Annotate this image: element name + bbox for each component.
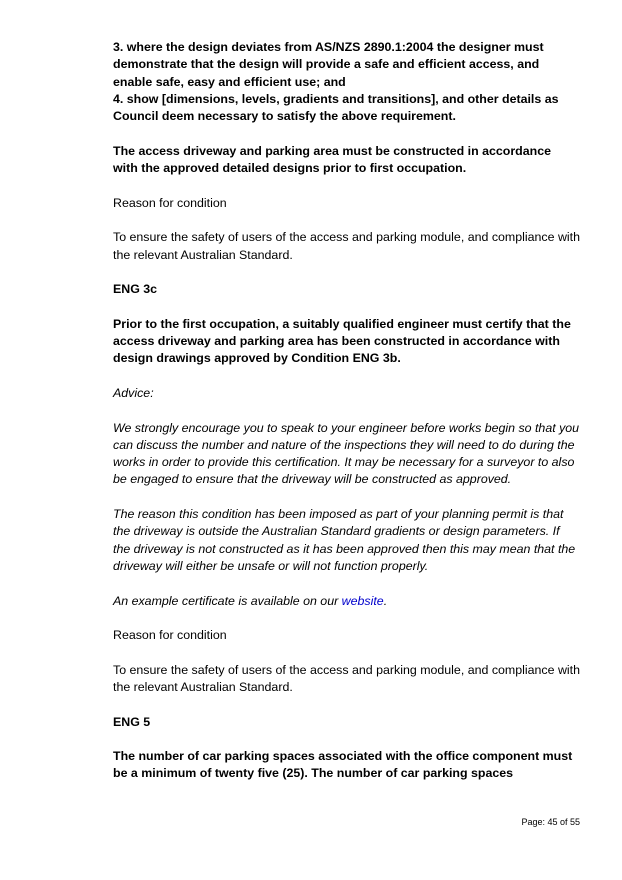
website-link[interactable]: website <box>341 593 384 608</box>
text-line: Prior to the first occupation, a suitably qualified engineer must certify that the <box>113 316 571 331</box>
text-line: the driveway is not constructed as it has been approved then this may mean that the <box>113 541 576 556</box>
reason-text <box>113 662 585 697</box>
advice-paragraph-1 <box>113 420 585 489</box>
advice-label: Advice: <box>113 385 154 400</box>
condition-text-eng-3c <box>113 316 585 368</box>
text-line: enable safe, easy and efficient use; and <box>113 74 346 89</box>
example-certificate-note <box>113 593 585 610</box>
reason-heading: Reason for condition <box>113 195 227 210</box>
example-suffix: . <box>383 593 388 608</box>
text-line: 4. show [dimensions, levels, gradients and transitions], and other details as <box>113 91 559 106</box>
text-line: The number of car parking spaces associated with the office component must <box>113 749 573 764</box>
reason-text <box>113 229 585 264</box>
reason-heading: Reason for condition <box>113 628 227 643</box>
text-line: We strongly encourage you to speak to your engineer before works begin so that you <box>113 420 580 435</box>
condition-heading-eng-3c: ENG 3c <box>113 282 158 297</box>
text-line: Council deem necessary to satisfy the above requirement. <box>113 109 456 124</box>
text-line: To ensure the safety of users of the access and parking module, and compliance with <box>113 662 580 677</box>
condition-item-3 <box>113 39 585 91</box>
condition-text-eng-5 <box>113 748 585 783</box>
text-line: the relevant Australian Standard. <box>113 679 293 694</box>
text-line: demonstrate that the design will provide a safe and efficient access, and <box>113 57 540 72</box>
condition-heading-eng-5: ENG 5 <box>113 714 151 729</box>
text-line: can discuss the number and nature of the inspections they will need to do during the <box>113 437 575 452</box>
text-line: access driveway and parking area has been constructed in accordance with <box>113 334 560 349</box>
example-text: An example certificate is available on our <box>113 593 342 608</box>
text-line: driveway will either be unsafe or will not function properly. <box>113 558 429 573</box>
document-body <box>113 39 585 783</box>
advice-paragraph-2 <box>113 506 585 575</box>
text-line: 3. where the design deviates from AS/NZS 2890.1:2004 the designer must <box>113 40 544 54</box>
condition-item-4 <box>113 91 585 126</box>
text-line: the driveway is outside the Australian Standard gradients or design parameters. If <box>113 524 560 539</box>
text-line: be a minimum of twenty five (25). The number of car parking spaces <box>113 766 514 781</box>
text-line: To ensure the safety of users of the access and parking module, and compliance with <box>113 230 580 245</box>
text-line: The access driveway and parking area must be constructed in accordance <box>113 143 551 158</box>
construction-requirement <box>113 143 585 178</box>
text-line: works in order to provide this certification. It may be necessary for a surveyor to also <box>113 455 575 470</box>
page-number: Page: 45 of 55 <box>521 817 580 827</box>
text-line: be engaged to ensure that the driveway will be constructed as approved. <box>113 472 512 487</box>
text-line: The reason this condition has been imposed as part of your planning permit is that <box>113 507 564 522</box>
text-line: the relevant Australian Standard. <box>113 247 293 262</box>
text-line: design drawings approved by Condition ENG 3b. <box>113 351 401 366</box>
text-line: with the approved detailed designs prior to first occupation. <box>113 161 467 176</box>
